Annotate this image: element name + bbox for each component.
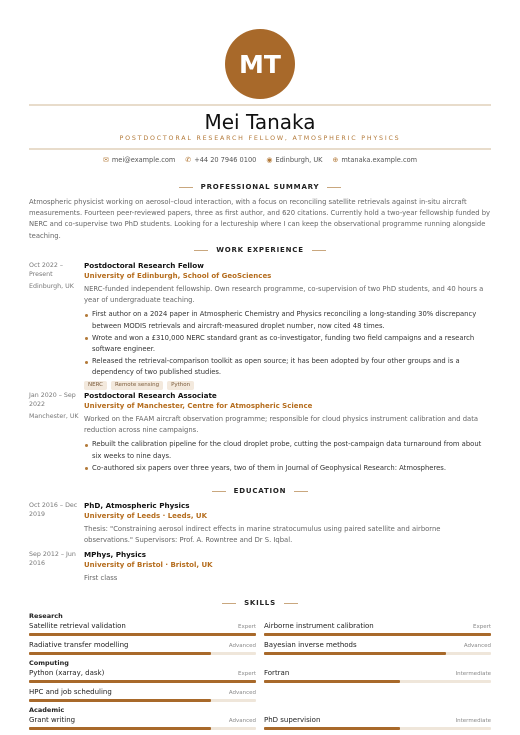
skill-item bbox=[29, 715, 256, 733]
skill-bar bbox=[29, 633, 256, 636]
skill-bar-fill bbox=[29, 633, 256, 636]
entry-bullets bbox=[84, 309, 491, 378]
tag: NERC bbox=[84, 381, 107, 390]
skill-bar bbox=[264, 680, 491, 683]
skill-bar bbox=[29, 680, 256, 683]
entry-degree: MPhys, Physics bbox=[84, 550, 147, 559]
entry-date: Sep 2012 – Jun 2016 bbox=[29, 551, 76, 568]
entry-role: Postdoctoral Research Fellow bbox=[84, 261, 204, 270]
bullet-item: Rebuilt the calibration pipeline for the cloud droplet probe, cutting the post-campaign data turnaround from about six weeks to nine days. bbox=[84, 439, 491, 461]
entry-description: NERC-funded independent fellowship. Own research programme, co-supervision of two PhD students, and 40 hours a year of undergraduate teaching. bbox=[84, 285, 484, 305]
entry-date: Oct 2016 – Dec 2019 bbox=[29, 502, 78, 519]
entry-location: Edinburgh, UK bbox=[29, 282, 74, 290]
person-name: Mei Tanaka bbox=[204, 110, 316, 134]
skill-item bbox=[264, 621, 491, 639]
contact-phone[interactable]: ✆ +44 20 7946 0100 bbox=[185, 156, 257, 164]
skill-level: Expert bbox=[237, 624, 256, 630]
entry-date: Oct 2022 – Present bbox=[29, 262, 64, 279]
skill-level: Advanced bbox=[228, 690, 256, 696]
avatar-initials: MT bbox=[239, 49, 281, 79]
skill-name: Airborne instrument calibration bbox=[264, 622, 374, 630]
job-title: POSTDOCTORAL RESEARCH FELLOW, ATMOSPHERIC PHYSICS bbox=[119, 135, 401, 142]
entry-description: First class bbox=[84, 574, 118, 582]
skill-name: HPC and job scheduling bbox=[29, 688, 112, 696]
skill-name: PhD supervision bbox=[264, 716, 321, 724]
entry-description: Worked on the FAAM aircraft observation programme; responsible for cloud physics instrument calibration and data reduction across nine campaigns. bbox=[84, 415, 479, 435]
header-divider bbox=[29, 148, 491, 150]
skill-item bbox=[29, 668, 256, 686]
skill-name: Satellite retrieval validation bbox=[29, 622, 126, 630]
skill-category: Computing bbox=[29, 659, 69, 667]
skill-bar-fill bbox=[29, 652, 211, 655]
skill-category: Research bbox=[29, 612, 63, 620]
skill-bar bbox=[264, 727, 491, 730]
contact-bar bbox=[0, 156, 520, 164]
tag: Python bbox=[167, 381, 194, 390]
skill-level: Expert bbox=[237, 671, 256, 677]
skill-level: Advanced bbox=[228, 643, 256, 649]
skills-section bbox=[29, 612, 491, 734]
entry-location: Manchester, UK bbox=[29, 412, 79, 420]
skill-name: Fortran bbox=[264, 669, 290, 677]
skill-level: Intermediate bbox=[455, 671, 491, 677]
skill-bar bbox=[264, 652, 491, 655]
skill-bar-fill bbox=[264, 633, 491, 636]
entry-org: University of Bristol · Bristol, UK bbox=[84, 561, 213, 569]
phone-icon: ✆ bbox=[185, 156, 192, 164]
skill-bar-fill bbox=[29, 699, 211, 702]
bullet-item: Co-authored six papers over three years, two of them in Journal of Geophysical Research: Atmospheres. bbox=[84, 463, 491, 474]
skill-bar-fill bbox=[29, 727, 211, 730]
skill-item bbox=[29, 640, 256, 658]
contact-location: ◉ Edinburgh, UK bbox=[266, 156, 323, 164]
entry-org: University of Manchester, Centre for Atmospheric Science bbox=[84, 402, 313, 410]
skill-item bbox=[29, 621, 256, 639]
skill-bar-fill bbox=[264, 652, 446, 655]
tag: Remote sensing bbox=[111, 381, 163, 390]
tag-list bbox=[84, 381, 491, 390]
skill-bar bbox=[29, 652, 256, 655]
skill-name: Radiative transfer modelling bbox=[29, 641, 129, 649]
skill-category: Academic bbox=[29, 706, 65, 714]
skill-bar bbox=[29, 699, 256, 702]
bullet-item: Wrote and won a £310,000 NERC standard grant as co-investigator, funding two field campaigns and a research software engineer. bbox=[84, 333, 491, 355]
skill-name: Python (xarray, dask) bbox=[29, 669, 105, 677]
skill-bar-fill bbox=[264, 727, 400, 730]
skill-item bbox=[264, 640, 491, 658]
entry-org: University of Leeds · Leeds, UK bbox=[84, 512, 208, 520]
section-heading-experience: WORK EXPERIENCE bbox=[0, 246, 520, 254]
entry-role: Postdoctoral Research Associate bbox=[84, 391, 217, 400]
skill-level: Intermediate bbox=[455, 718, 491, 724]
skill-level: Advanced bbox=[228, 718, 256, 724]
skill-name: Grant writing bbox=[29, 716, 76, 724]
skill-bar bbox=[264, 633, 491, 636]
summary-text: Atmospheric physicist working on aerosol–cloud interaction, with a focus on reconciling satellite retrievals against in-situ aircraft measurements. Fourteen peer-reviewed papers, three as first author, and 620 citations. Currently hold a two-year fellowship funded by NERC and co-supervise two PhD students. Looking for a lectureship where I can keep the observational programme running alongside teaching. bbox=[29, 198, 491, 240]
avatar bbox=[225, 29, 295, 99]
section-heading-summary: PROFESSIONAL SUMMARY bbox=[0, 183, 520, 191]
mail-icon: ✉ bbox=[102, 156, 109, 164]
skill-bar-fill bbox=[264, 680, 400, 683]
location-pin-icon: ◉ bbox=[266, 156, 273, 164]
bullet-item: First author on a 2024 paper in Atmospheric Chemistry and Physics reconciling a long-standing 30% discrepancy between MODIS retrievals and aircraft-measured droplet number, now cited 48 times. bbox=[84, 309, 491, 331]
entry-degree: PhD, Atmospheric Physics bbox=[84, 501, 190, 510]
skill-item bbox=[264, 715, 491, 733]
entry-bullets bbox=[84, 439, 491, 474]
section-heading-education: EDUCATION bbox=[0, 487, 520, 495]
entry-description: Thesis: "Constraining aerosol indirect effects in marine stratocumulus using paired satellite and airborne observations." Supervisors: Prof. A. Rowntree and Dr S. Iqbal. bbox=[84, 525, 441, 545]
skill-bar bbox=[29, 727, 256, 730]
skill-item bbox=[264, 668, 491, 686]
skill-item bbox=[264, 687, 491, 705]
skill-level: Expert bbox=[472, 624, 491, 630]
entry-date: Jan 2020 – Sep 2022 bbox=[29, 392, 76, 409]
globe-icon: ⊕ bbox=[332, 156, 339, 164]
skill-bar-fill bbox=[29, 680, 256, 683]
section-heading-skills: SKILLS bbox=[0, 599, 520, 607]
contact-email[interactable]: ✉ mei@example.com bbox=[102, 156, 176, 164]
contact-website[interactable]: ⊕ mtanaka.example.com bbox=[332, 156, 418, 164]
top-divider bbox=[29, 104, 491, 106]
skill-level: Advanced bbox=[463, 643, 491, 649]
skill-name: Bayesian inverse methods bbox=[264, 641, 357, 649]
bullet-item: Released the retrieval-comparison toolkit as open source; it has been adopted by four other groups and is a dependency of two published studies. bbox=[84, 356, 491, 378]
entry-org: University of Edinburgh, School of GeoSciences bbox=[84, 272, 272, 280]
skill-item bbox=[29, 687, 256, 705]
